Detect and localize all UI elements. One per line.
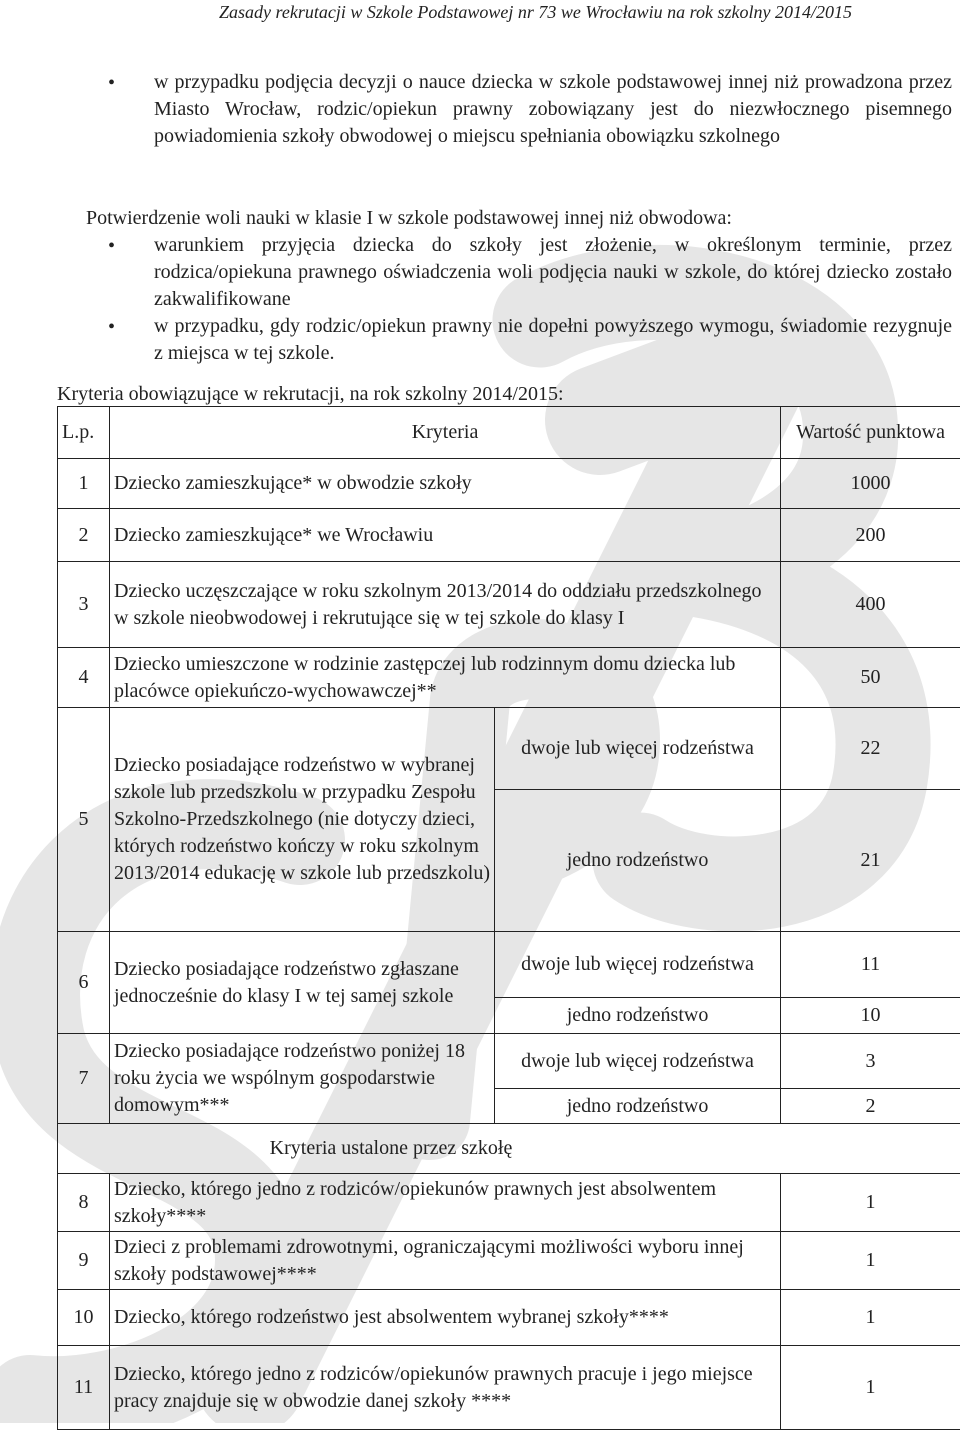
- table-row: 9 Dzieci z problemami zdrowotnymi, ograniczającymi możliwości wyboru innej szkoły podstawowej**** 1: [58, 1232, 960, 1290]
- confirm-heading: Potwierdzenie woli nauki w klasie I w szkole podstawowej innej niż obwodowa:: [86, 205, 732, 232]
- criteria-heading: Kryteria obowiązujące w rekrutacji, na rok szkolny 2014/2015:: [57, 381, 564, 408]
- table-row: 2 Dziecko zamieszkujące* we Wrocławiu 200: [58, 509, 960, 562]
- table-row: 6 Dziecko posiadające rodzeństwo zgłaszane jednocześnie do klasy I w tej samej szkole dwoje lub więcej rodzeństwa 11: [58, 932, 960, 998]
- table-row: jedno rodzeństwo 10: [58, 998, 960, 1034]
- header-criteria: Kryteria: [110, 407, 781, 459]
- bullet-top-text: w przypadku podjęcia decyzji o nauce dziecka w szkole podstawowej innej niż prowadzona przez Miasto Wrocław, rodzic/opiekun prawny zobowiązany jest do niezwłocznego pisemnego powiadomienia szkoły obwodowej o miejscu spełniania obowiązku szkolnego: [154, 69, 952, 150]
- table-row: 7 Dziecko posiadające rodzeństwo poniżej 18 roku życia we wspólnym gospodarstwie domowym*** dwoje lub więcej rodzeństwa 3: [58, 1034, 960, 1089]
- section-header-row: [58, 1124, 960, 1174]
- table-row: 5 Dziecko posiadające rodzeństwo w wybranej szkole lub przedszkolu w przypadku Zespołu Szkolno-Przedszkolnego (nie dotyczy dzieci, których rodzeństwo kończy w roku szkolnym 2013/2014 edukację w szkole lub przedszkolu) dwoje lub więcej rodzeństwa 22: [58, 708, 960, 790]
- table-row: 4 Dziecko umieszczone w rodzinie zastępczej lub rodzinnym domu dziecka lub placówce opiekuńczo-wychowawczej** 50: [58, 648, 960, 708]
- table-row: jedno rodzeństwo 21: [58, 790, 960, 932]
- table-row: 1 Dziecko zamieszkujące* w obwodzie szkoły 1000: [58, 459, 960, 509]
- table-row: 10 Dziecko, którego rodzeństwo jest absolwentem wybranej szkoły**** 1: [58, 1290, 960, 1346]
- bullet-dot: •: [108, 70, 115, 97]
- header-points: Wartość punktowa: [781, 407, 960, 459]
- table-row: 11 Dziecko, którego jedno z rodziców/opiekunów prawnych pracuje i jego miejsce pracy znajduje się w obwodzie danej szkoły **** 1: [58, 1346, 960, 1430]
- table-header-row: [58, 407, 960, 459]
- bullet-dot: •: [108, 233, 115, 260]
- table-row: 8 Dziecko, którego jedno z rodziców/opiekunów prawnych jest absolwentem szkoły**** 1: [58, 1174, 960, 1232]
- table-row: jedno rodzeństwo 2: [58, 1089, 960, 1124]
- bullet-dot: •: [108, 314, 115, 341]
- criteria-table: [57, 406, 960, 1430]
- header-lp: L.p.: [58, 407, 110, 459]
- confirm-bullet-2: w przypadku, gdy rodzic/opiekun prawny nie dopełni powyższego wymogu, świadomie rezygnuje z miejsca w tej szkole.: [154, 313, 952, 367]
- table-row: 3 Dziecko uczęszczające w roku szkolnym 2013/2014 do oddziału przedszkolnego w szkole nieobwodowej i rekrutujące się w tej szkole do klasy I 400: [58, 562, 960, 648]
- page-header: Zasady rekrutacji w Szkole Podstawowej nr 73 we Wrocławiu na rok szkolny 2014/2015: [219, 2, 852, 23]
- section-school-criteria: Kryteria ustalone przez szkołę: [58, 1124, 960, 1174]
- confirm-bullet-1: warunkiem przyjęcia dziecka do szkoły jest złożenie, w określonym terminie, przez rodzica/opiekuna prawnego oświadczenia woli podjęcia nauki w szkole, do której dziecko zostało zakwalifikowane: [154, 232, 952, 313]
